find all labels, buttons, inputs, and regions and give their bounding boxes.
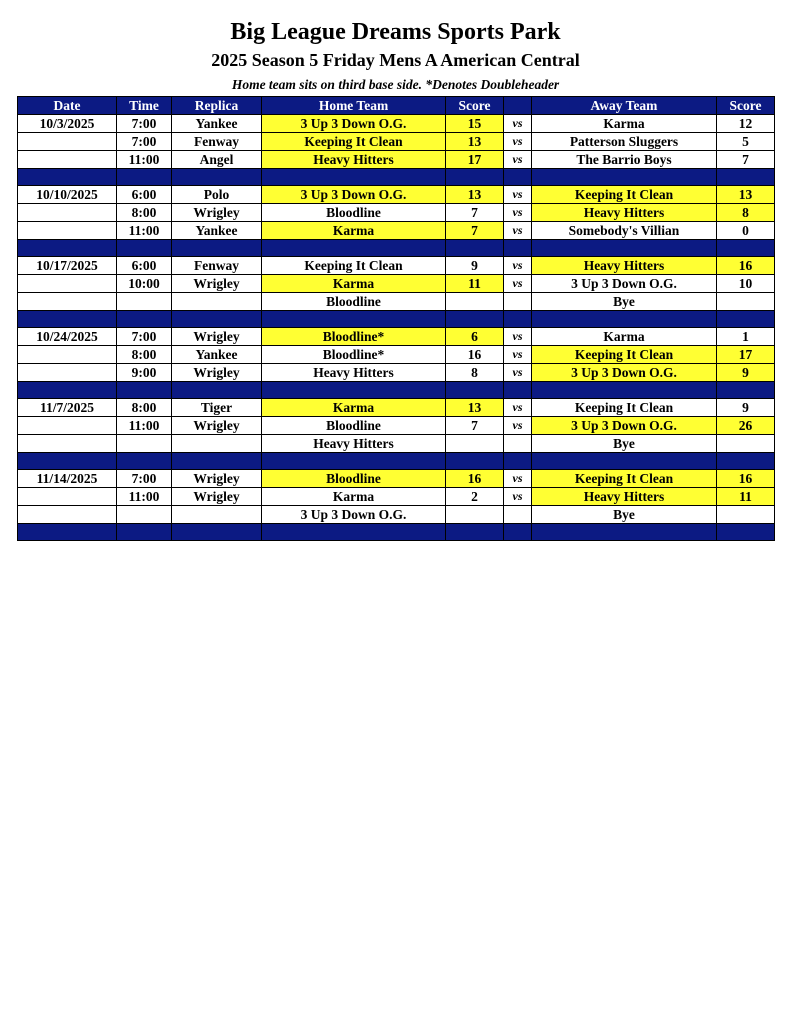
time-cell: 8:00 bbox=[117, 204, 172, 222]
date-cell bbox=[18, 133, 117, 151]
separator-cell bbox=[172, 240, 262, 257]
replica-cell: Yankee bbox=[172, 222, 262, 240]
home-team-cell: Heavy Hitters bbox=[262, 364, 446, 382]
vs-cell bbox=[504, 435, 532, 453]
away-score-cell bbox=[717, 293, 775, 311]
date-cell bbox=[18, 417, 117, 435]
separator-cell bbox=[172, 169, 262, 186]
vs-cell: vs bbox=[504, 186, 532, 204]
replica-cell: Wrigley bbox=[172, 204, 262, 222]
header-time: Time bbox=[117, 97, 172, 115]
schedule-note: Home team sits on third base side. *Denotes Doubleheader bbox=[231, 77, 560, 92]
date-cell bbox=[18, 293, 117, 311]
home-team-cell: Keeping It Clean bbox=[262, 133, 446, 151]
away-team-cell: Bye bbox=[532, 293, 717, 311]
separator-row bbox=[18, 311, 775, 328]
game-row bbox=[18, 470, 775, 488]
date-cell: 10/17/2025 bbox=[18, 257, 117, 275]
separator-cell bbox=[117, 524, 172, 541]
vs-cell: vs bbox=[504, 133, 532, 151]
home-score-cell: 9 bbox=[446, 257, 504, 275]
home-score-cell: 16 bbox=[446, 470, 504, 488]
home-score-cell: 7 bbox=[446, 222, 504, 240]
away-team-cell: 3 Up 3 Down O.G. bbox=[532, 275, 717, 293]
separator-cell bbox=[117, 311, 172, 328]
separator-cell bbox=[717, 311, 775, 328]
separator-cell bbox=[446, 311, 504, 328]
home-score-cell bbox=[446, 293, 504, 311]
date-cell: 10/3/2025 bbox=[18, 115, 117, 133]
game-row bbox=[18, 151, 775, 169]
time-cell bbox=[117, 435, 172, 453]
away-team-cell: Bye bbox=[532, 506, 717, 524]
separator-cell bbox=[117, 382, 172, 399]
replica-cell bbox=[172, 293, 262, 311]
separator-row bbox=[18, 524, 775, 541]
vs-cell: vs bbox=[504, 151, 532, 169]
home-team-cell: Bloodline bbox=[262, 293, 446, 311]
time-cell bbox=[117, 506, 172, 524]
away-score-cell: 0 bbox=[717, 222, 775, 240]
separator-cell bbox=[18, 169, 117, 186]
separator-row bbox=[18, 240, 775, 257]
home-team-cell: Keeping It Clean bbox=[262, 257, 446, 275]
home-score-cell: 13 bbox=[446, 133, 504, 151]
home-score-cell: 7 bbox=[446, 417, 504, 435]
vs-cell: vs bbox=[504, 328, 532, 346]
vs-cell: vs bbox=[504, 257, 532, 275]
away-score-cell bbox=[717, 506, 775, 524]
vs-cell: vs bbox=[504, 204, 532, 222]
separator-cell bbox=[717, 453, 775, 470]
home-team-cell: 3 Up 3 Down O.G. bbox=[262, 115, 446, 133]
time-cell: 7:00 bbox=[117, 115, 172, 133]
separator-cell bbox=[532, 169, 717, 186]
away-team-cell: Patterson Sluggers bbox=[532, 133, 717, 151]
time-cell: 11:00 bbox=[117, 151, 172, 169]
home-team-cell: Karma bbox=[262, 275, 446, 293]
separator-cell bbox=[18, 524, 117, 541]
vs-cell: vs bbox=[504, 417, 532, 435]
time-cell: 8:00 bbox=[117, 346, 172, 364]
replica-cell: Fenway bbox=[172, 257, 262, 275]
date-cell bbox=[18, 204, 117, 222]
away-score-cell: 26 bbox=[717, 417, 775, 435]
game-row bbox=[18, 186, 775, 204]
away-team-cell: Karma bbox=[532, 115, 717, 133]
separator-cell bbox=[446, 169, 504, 186]
replica-cell: Wrigley bbox=[172, 275, 262, 293]
away-score-cell: 9 bbox=[717, 364, 775, 382]
away-team-cell: Heavy Hitters bbox=[532, 257, 717, 275]
game-row bbox=[18, 488, 775, 506]
time-cell: 7:00 bbox=[117, 328, 172, 346]
game-row bbox=[18, 115, 775, 133]
game-row bbox=[18, 346, 775, 364]
schedule-table bbox=[17, 96, 775, 541]
home-team-cell: Bloodline bbox=[262, 204, 446, 222]
home-team-cell: Karma bbox=[262, 399, 446, 417]
separator-cell bbox=[262, 453, 446, 470]
away-score-cell: 16 bbox=[717, 470, 775, 488]
away-score-cell: 8 bbox=[717, 204, 775, 222]
home-team-cell: 3 Up 3 Down O.G. bbox=[262, 186, 446, 204]
separator-row bbox=[18, 453, 775, 470]
vs-cell: vs bbox=[504, 399, 532, 417]
separator-row bbox=[18, 169, 775, 186]
separator-cell bbox=[117, 240, 172, 257]
separator-cell bbox=[504, 311, 532, 328]
game-row bbox=[18, 417, 775, 435]
home-team-cell: Bloodline* bbox=[262, 328, 446, 346]
game-row bbox=[18, 364, 775, 382]
away-team-cell: Keeping It Clean bbox=[532, 346, 717, 364]
home-team-cell: Bloodline bbox=[262, 417, 446, 435]
home-score-cell: 7 bbox=[446, 204, 504, 222]
time-cell: 11:00 bbox=[117, 417, 172, 435]
home-team-cell: Bloodline bbox=[262, 470, 446, 488]
away-score-cell: 12 bbox=[717, 115, 775, 133]
separator-cell bbox=[504, 524, 532, 541]
date-cell: 11/14/2025 bbox=[18, 470, 117, 488]
game-row bbox=[18, 222, 775, 240]
separator-cell bbox=[504, 240, 532, 257]
replica-cell: Polo bbox=[172, 186, 262, 204]
replica-cell: Yankee bbox=[172, 115, 262, 133]
separator-row bbox=[18, 382, 775, 399]
away-team-cell: 3 Up 3 Down O.G. bbox=[532, 364, 717, 382]
separator-cell bbox=[18, 382, 117, 399]
replica-cell: Angel bbox=[172, 151, 262, 169]
away-team-cell: 3 Up 3 Down O.G. bbox=[532, 417, 717, 435]
home-score-cell: 8 bbox=[446, 364, 504, 382]
replica-cell: Tiger bbox=[172, 399, 262, 417]
date-cell bbox=[18, 151, 117, 169]
date-cell bbox=[18, 222, 117, 240]
away-score-cell: 17 bbox=[717, 346, 775, 364]
separator-cell bbox=[532, 453, 717, 470]
away-score-cell: 7 bbox=[717, 151, 775, 169]
date-cell: 11/7/2025 bbox=[18, 399, 117, 417]
away-score-cell: 16 bbox=[717, 257, 775, 275]
game-row bbox=[18, 435, 775, 453]
date-cell: 10/24/2025 bbox=[18, 328, 117, 346]
home-team-cell: Karma bbox=[262, 222, 446, 240]
header-date: Date bbox=[18, 97, 117, 115]
separator-cell bbox=[532, 382, 717, 399]
separator-cell bbox=[504, 453, 532, 470]
away-score-cell: 13 bbox=[717, 186, 775, 204]
home-team-cell: Heavy Hitters bbox=[262, 435, 446, 453]
separator-cell bbox=[446, 453, 504, 470]
separator-cell bbox=[117, 169, 172, 186]
date-cell bbox=[18, 364, 117, 382]
separator-cell bbox=[262, 169, 446, 186]
away-team-cell: Bye bbox=[532, 435, 717, 453]
time-cell: 6:00 bbox=[117, 186, 172, 204]
replica-cell: Wrigley bbox=[172, 488, 262, 506]
away-team-cell: Heavy Hitters bbox=[532, 204, 717, 222]
replica-cell bbox=[172, 506, 262, 524]
time-cell: 9:00 bbox=[117, 364, 172, 382]
vs-cell: vs bbox=[504, 222, 532, 240]
date-cell: 10/10/2025 bbox=[18, 186, 117, 204]
time-cell: 11:00 bbox=[117, 222, 172, 240]
separator-cell bbox=[262, 382, 446, 399]
separator-cell bbox=[117, 453, 172, 470]
time-cell: 8:00 bbox=[117, 399, 172, 417]
header-away-score: Score bbox=[717, 97, 775, 115]
vs-cell: vs bbox=[504, 115, 532, 133]
date-cell bbox=[18, 506, 117, 524]
home-score-cell: 13 bbox=[446, 186, 504, 204]
away-team-cell: Karma bbox=[532, 328, 717, 346]
home-score-cell bbox=[446, 506, 504, 524]
away-score-cell bbox=[717, 435, 775, 453]
home-score-cell: 17 bbox=[446, 151, 504, 169]
vs-cell bbox=[504, 293, 532, 311]
date-cell bbox=[18, 488, 117, 506]
home-score-cell: 6 bbox=[446, 328, 504, 346]
away-score-cell: 5 bbox=[717, 133, 775, 151]
away-team-cell: Keeping It Clean bbox=[532, 186, 717, 204]
header-away-team: Away Team bbox=[532, 97, 717, 115]
separator-cell bbox=[717, 240, 775, 257]
away-team-cell: Keeping It Clean bbox=[532, 399, 717, 417]
replica-cell: Yankee bbox=[172, 346, 262, 364]
separator-cell bbox=[446, 240, 504, 257]
separator-cell bbox=[504, 382, 532, 399]
page-title: Big League Dreams Sports Park bbox=[230, 19, 561, 45]
home-score-cell: 13 bbox=[446, 399, 504, 417]
home-team-cell: Heavy Hitters bbox=[262, 151, 446, 169]
separator-cell bbox=[18, 311, 117, 328]
game-row bbox=[18, 328, 775, 346]
home-score-cell bbox=[446, 435, 504, 453]
replica-cell: Wrigley bbox=[172, 328, 262, 346]
vs-cell: vs bbox=[504, 488, 532, 506]
away-score-cell: 11 bbox=[717, 488, 775, 506]
separator-cell bbox=[262, 240, 446, 257]
replica-cell: Wrigley bbox=[172, 364, 262, 382]
vs-cell: vs bbox=[504, 346, 532, 364]
game-row bbox=[18, 293, 775, 311]
away-score-cell: 9 bbox=[717, 399, 775, 417]
game-row bbox=[18, 399, 775, 417]
time-cell: 7:00 bbox=[117, 470, 172, 488]
replica-cell: Wrigley bbox=[172, 470, 262, 488]
date-cell bbox=[18, 435, 117, 453]
separator-cell bbox=[172, 382, 262, 399]
separator-cell bbox=[532, 240, 717, 257]
vs-cell: vs bbox=[504, 364, 532, 382]
separator-cell bbox=[18, 453, 117, 470]
replica-cell: Fenway bbox=[172, 133, 262, 151]
home-team-cell: 3 Up 3 Down O.G. bbox=[262, 506, 446, 524]
header-row bbox=[18, 97, 775, 115]
home-score-cell: 16 bbox=[446, 346, 504, 364]
separator-cell bbox=[262, 524, 446, 541]
separator-cell bbox=[172, 524, 262, 541]
date-cell bbox=[18, 346, 117, 364]
game-row bbox=[18, 506, 775, 524]
time-cell: 10:00 bbox=[117, 275, 172, 293]
separator-cell bbox=[172, 453, 262, 470]
separator-cell bbox=[504, 169, 532, 186]
home-score-cell: 2 bbox=[446, 488, 504, 506]
home-score-cell: 15 bbox=[446, 115, 504, 133]
home-score-cell: 11 bbox=[446, 275, 504, 293]
header-vs bbox=[504, 97, 532, 115]
away-team-cell: Keeping It Clean bbox=[532, 470, 717, 488]
separator-cell bbox=[262, 311, 446, 328]
game-row bbox=[18, 204, 775, 222]
game-row bbox=[18, 275, 775, 293]
separator-cell bbox=[532, 524, 717, 541]
time-cell: 11:00 bbox=[117, 488, 172, 506]
away-team-cell: Heavy Hitters bbox=[532, 488, 717, 506]
vs-cell bbox=[504, 506, 532, 524]
separator-cell bbox=[446, 382, 504, 399]
header-home-team: Home Team bbox=[262, 97, 446, 115]
time-cell: 6:00 bbox=[117, 257, 172, 275]
away-team-cell: The Barrio Boys bbox=[532, 151, 717, 169]
separator-cell bbox=[717, 382, 775, 399]
header-replica: Replica bbox=[172, 97, 262, 115]
page-subtitle: 2025 Season 5 Friday Mens A American Central bbox=[211, 50, 580, 70]
replica-cell bbox=[172, 435, 262, 453]
game-row bbox=[18, 257, 775, 275]
separator-cell bbox=[172, 311, 262, 328]
away-team-cell: Somebody's Villian bbox=[532, 222, 717, 240]
away-score-cell: 10 bbox=[717, 275, 775, 293]
header-home-score: Score bbox=[446, 97, 504, 115]
time-cell: 7:00 bbox=[117, 133, 172, 151]
separator-cell bbox=[717, 169, 775, 186]
separator-cell bbox=[717, 524, 775, 541]
separator-cell bbox=[446, 524, 504, 541]
replica-cell: Wrigley bbox=[172, 417, 262, 435]
game-row bbox=[18, 133, 775, 151]
home-team-cell: Bloodline* bbox=[262, 346, 446, 364]
vs-cell: vs bbox=[504, 470, 532, 488]
schedule-body bbox=[18, 115, 775, 541]
separator-cell bbox=[532, 311, 717, 328]
time-cell bbox=[117, 293, 172, 311]
vs-cell: vs bbox=[504, 275, 532, 293]
away-score-cell: 1 bbox=[717, 328, 775, 346]
home-team-cell: Karma bbox=[262, 488, 446, 506]
separator-cell bbox=[18, 240, 117, 257]
date-cell bbox=[18, 275, 117, 293]
